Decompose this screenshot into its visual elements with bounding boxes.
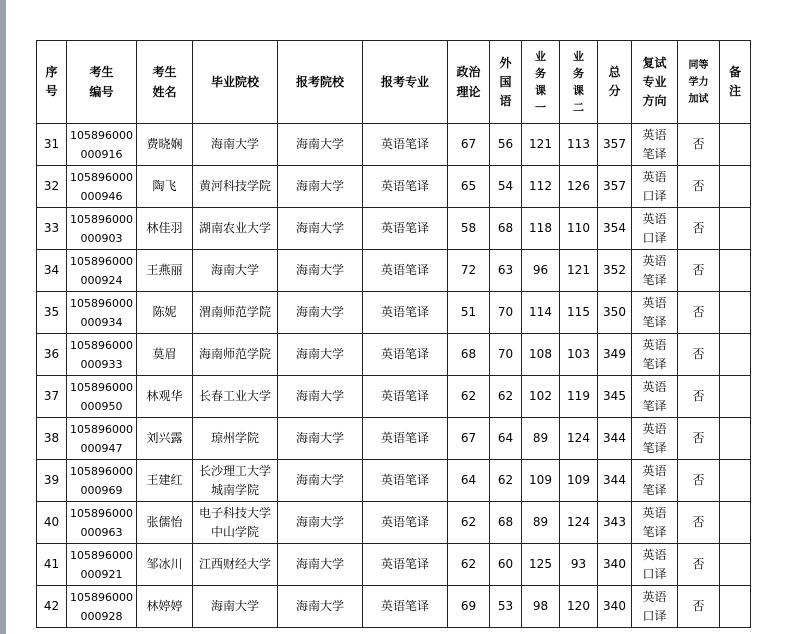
cell-exam-id — [67, 250, 137, 292]
cell-politics: 62 — [448, 502, 490, 544]
cell-retest-direction — [632, 292, 678, 334]
cell-exam-id — [67, 334, 137, 376]
cell-course1: 114 — [522, 292, 560, 334]
cell-apply-school: 海南大学 — [278, 376, 363, 418]
table-row — [37, 124, 751, 166]
cell-apply-school: 海南大学 — [278, 166, 363, 208]
table-row — [37, 460, 751, 502]
cell-grad-school-text: 海南大学 — [210, 137, 259, 151]
cell-course2: 93 — [560, 544, 598, 586]
cell-politics: 64 — [448, 460, 490, 502]
cell-course2: 121 — [560, 250, 598, 292]
cell-retest-direction — [632, 502, 678, 544]
cell-seq: 32 — [37, 166, 67, 208]
cell-course1: 89 — [522, 418, 560, 460]
cell-grad-school-text: 江西财经大学 — [198, 557, 271, 571]
cell-course2: 124 — [560, 418, 598, 460]
cell-exam-id — [67, 502, 137, 544]
cell-retest-direction — [632, 166, 678, 208]
cell-apply-major: 英语笔译 — [363, 586, 448, 628]
header-foreign: 外国语 — [490, 41, 522, 124]
cell-equal-add: 否 — [678, 166, 720, 208]
cell-retest-direction-text: 英语笔译 — [642, 295, 667, 329]
cell-apply-major: 英语笔译 — [363, 418, 448, 460]
cell-grad-school — [193, 586, 278, 628]
cell-apply-major: 英语笔译 — [363, 334, 448, 376]
cell-seq: 36 — [37, 334, 67, 376]
cell-retest-direction-text: 英语口译 — [642, 589, 667, 623]
header-name: 考生姓名 — [137, 41, 193, 124]
cell-politics: 62 — [448, 544, 490, 586]
cell-grad-school-text: 黄河科技学院 — [198, 179, 271, 193]
cell-retest-direction — [632, 376, 678, 418]
cell-exam-id — [67, 166, 137, 208]
cell-grad-school-text: 电子科技大学中山学院 — [198, 505, 271, 539]
table-row — [37, 418, 751, 460]
cell-retest-direction-text: 英语笔译 — [642, 127, 667, 161]
cell-total: 344 — [598, 460, 632, 502]
cell-politics: 68 — [448, 334, 490, 376]
cell-total: 343 — [598, 502, 632, 544]
cell-retest-direction-text: 英语口译 — [642, 547, 667, 581]
cell-retest-direction — [632, 544, 678, 586]
cell-course1: 125 — [522, 544, 560, 586]
cell-remark — [720, 124, 751, 166]
cell-seq: 38 — [37, 418, 67, 460]
cell-grad-school — [193, 418, 278, 460]
cell-equal-add: 否 — [678, 334, 720, 376]
cell-foreign: 62 — [490, 460, 522, 502]
cell-foreign: 56 — [490, 124, 522, 166]
cell-apply-major: 英语笔译 — [363, 376, 448, 418]
cell-grad-school — [193, 292, 278, 334]
cell-retest-direction-text: 英语笔译 — [642, 379, 667, 413]
cell-course1: 118 — [522, 208, 560, 250]
cell-retest-direction — [632, 124, 678, 166]
cell-total: 352 — [598, 250, 632, 292]
cell-equal-add: 否 — [678, 376, 720, 418]
cell-equal-add: 否 — [678, 586, 720, 628]
header-equal-add: 同等学力加试 — [678, 41, 720, 124]
cell-grad-school — [193, 502, 278, 544]
cell-grad-school-text: 长春工业大学 — [198, 389, 271, 403]
cell-retest-direction-text: 英语口译 — [642, 211, 667, 245]
cell-retest-direction-text: 英语笔译 — [642, 463, 667, 497]
cell-foreign: 68 — [490, 208, 522, 250]
cell-grad-school — [193, 166, 278, 208]
cell-course1: 121 — [522, 124, 560, 166]
header-retest-direction: 复试专业方向 — [632, 41, 678, 124]
cell-course2: 124 — [560, 502, 598, 544]
cell-name: 张儒怡 — [137, 502, 193, 544]
cell-apply-major: 英语笔译 — [363, 166, 448, 208]
cell-equal-add: 否 — [678, 124, 720, 166]
table-row — [37, 208, 751, 250]
cell-name: 刘兴露 — [137, 418, 193, 460]
cell-foreign: 54 — [490, 166, 522, 208]
cell-apply-school: 海南大学 — [278, 208, 363, 250]
cell-grad-school-text: 海南师范学院 — [198, 347, 271, 361]
cell-total: 340 — [598, 586, 632, 628]
cell-foreign: 70 — [490, 334, 522, 376]
cell-course1: 109 — [522, 460, 560, 502]
cell-name: 莫眉 — [137, 334, 193, 376]
cell-seq: 31 — [37, 124, 67, 166]
cell-retest-direction — [632, 250, 678, 292]
table-row — [37, 250, 751, 292]
header-course2: 业务课二 — [560, 41, 598, 124]
cell-course2: 110 — [560, 208, 598, 250]
cell-grad-school-text: 渭南师范学院 — [198, 305, 271, 319]
cell-name: 费晓娴 — [137, 124, 193, 166]
cell-apply-school: 海南大学 — [278, 250, 363, 292]
cell-total: 357 — [598, 124, 632, 166]
cell-retest-direction-text: 英语笔译 — [642, 253, 667, 287]
exam-id-line-2: 000916 — [80, 147, 123, 161]
cell-grad-school — [193, 124, 278, 166]
exam-id-line-2: 000950 — [80, 399, 123, 413]
table-row — [37, 166, 751, 208]
exam-id-line-1: 105896000 — [70, 548, 133, 562]
header-row — [37, 41, 751, 124]
cell-exam-id — [67, 544, 137, 586]
exam-id-line-1: 105896000 — [70, 464, 133, 478]
cell-seq: 34 — [37, 250, 67, 292]
cell-total: 357 — [598, 166, 632, 208]
exam-id-line-1: 105896000 — [70, 380, 133, 394]
header-apply-major: 报考专业 — [363, 41, 448, 124]
exam-id-line-2: 000963 — [80, 525, 123, 539]
exam-id-line-1: 105896000 — [70, 422, 133, 436]
header-politics: 政治理论 — [448, 41, 490, 124]
cell-apply-school: 海南大学 — [278, 418, 363, 460]
cell-remark — [720, 502, 751, 544]
cell-equal-add: 否 — [678, 418, 720, 460]
table-row — [37, 334, 751, 376]
cell-seq: 35 — [37, 292, 67, 334]
header-exam-id: 考生编号 — [67, 41, 137, 124]
cell-apply-school: 海南大学 — [278, 292, 363, 334]
table-row — [37, 544, 751, 586]
cell-apply-major: 英语笔译 — [363, 124, 448, 166]
cell-equal-add: 否 — [678, 460, 720, 502]
header-grad-school: 毕业院校 — [193, 41, 278, 124]
cell-retest-direction-text: 英语笔译 — [642, 505, 667, 539]
cell-remark — [720, 208, 751, 250]
table-row — [37, 586, 751, 628]
cell-foreign: 63 — [490, 250, 522, 292]
cell-politics: 58 — [448, 208, 490, 250]
cell-retest-direction — [632, 208, 678, 250]
window-left-edge — [0, 0, 6, 634]
cell-foreign: 60 — [490, 544, 522, 586]
cell-grad-school — [193, 250, 278, 292]
cell-apply-school: 海南大学 — [278, 502, 363, 544]
cell-course1: 98 — [522, 586, 560, 628]
cell-remark — [720, 376, 751, 418]
cell-course1: 112 — [522, 166, 560, 208]
cell-name: 王燕丽 — [137, 250, 193, 292]
cell-total: 354 — [598, 208, 632, 250]
cell-exam-id — [67, 376, 137, 418]
exam-id-line-2: 000903 — [80, 231, 123, 245]
exam-id-line-1: 105896000 — [70, 590, 133, 604]
cell-name: 邹冰川 — [137, 544, 193, 586]
cell-exam-id — [67, 460, 137, 502]
cell-apply-school: 海南大学 — [278, 124, 363, 166]
cell-equal-add: 否 — [678, 502, 720, 544]
cell-politics: 67 — [448, 418, 490, 460]
cell-grad-school — [193, 334, 278, 376]
cell-course2: 109 — [560, 460, 598, 502]
cell-grad-school-text: 琼州学院 — [210, 431, 259, 445]
cell-seq: 41 — [37, 544, 67, 586]
cell-exam-id — [67, 208, 137, 250]
cell-grad-school-text: 海南大学 — [210, 599, 259, 613]
cell-name: 林观华 — [137, 376, 193, 418]
cell-grad-school-text: 长沙理工大学城南学院 — [198, 463, 271, 497]
cell-foreign: 64 — [490, 418, 522, 460]
exam-id-line-1: 105896000 — [70, 338, 133, 352]
cell-grad-school — [193, 544, 278, 586]
exam-id-line-1: 105896000 — [70, 212, 133, 226]
cell-foreign: 70 — [490, 292, 522, 334]
results-body — [37, 124, 751, 628]
exam-id-line-2: 000933 — [80, 357, 123, 371]
cell-seq: 39 — [37, 460, 67, 502]
cell-politics: 62 — [448, 376, 490, 418]
exam-id-line-1: 105896000 — [70, 254, 133, 268]
cell-course1: 102 — [522, 376, 560, 418]
cell-retest-direction-text: 英语笔译 — [642, 337, 667, 371]
cell-seq: 33 — [37, 208, 67, 250]
cell-seq: 42 — [37, 586, 67, 628]
cell-exam-id — [67, 586, 137, 628]
cell-retest-direction — [632, 460, 678, 502]
header-remark: 备注 — [720, 41, 751, 124]
cell-exam-id — [67, 292, 137, 334]
cell-exam-id — [67, 124, 137, 166]
cell-total: 344 — [598, 418, 632, 460]
cell-remark — [720, 292, 751, 334]
cell-course2: 119 — [560, 376, 598, 418]
cell-grad-school-text: 海南大学 — [210, 263, 259, 277]
table-row — [37, 376, 751, 418]
cell-foreign: 62 — [490, 376, 522, 418]
cell-name: 林佳羽 — [137, 208, 193, 250]
cell-name: 陶飞 — [137, 166, 193, 208]
cell-politics: 65 — [448, 166, 490, 208]
cell-retest-direction-text: 英语笔译 — [642, 421, 667, 455]
cell-course2: 120 — [560, 586, 598, 628]
exam-id-line-2: 000947 — [80, 441, 123, 455]
exam-id-line-2: 000934 — [80, 315, 123, 329]
cell-exam-id — [67, 418, 137, 460]
cell-grad-school — [193, 460, 278, 502]
cell-retest-direction-text: 英语口译 — [642, 169, 667, 203]
cell-apply-major: 英语笔译 — [363, 250, 448, 292]
exam-id-line-2: 000946 — [80, 189, 123, 203]
cell-seq: 37 — [37, 376, 67, 418]
results-table — [36, 40, 751, 628]
cell-name: 王建红 — [137, 460, 193, 502]
header-total: 总分 — [598, 41, 632, 124]
cell-apply-major: 英语笔译 — [363, 502, 448, 544]
cell-course2: 126 — [560, 166, 598, 208]
cell-retest-direction — [632, 586, 678, 628]
cell-politics: 72 — [448, 250, 490, 292]
cell-course1: 89 — [522, 502, 560, 544]
cell-equal-add: 否 — [678, 208, 720, 250]
cell-apply-major: 英语笔译 — [363, 544, 448, 586]
header-seq: 序号 — [37, 41, 67, 124]
cell-total: 345 — [598, 376, 632, 418]
cell-apply-major: 英语笔译 — [363, 460, 448, 502]
cell-remark — [720, 166, 751, 208]
cell-remark — [720, 586, 751, 628]
cell-remark — [720, 460, 751, 502]
cell-politics: 51 — [448, 292, 490, 334]
cell-course2: 115 — [560, 292, 598, 334]
cell-name: 陈妮 — [137, 292, 193, 334]
exam-id-line-1: 105896000 — [70, 170, 133, 184]
exam-id-line-2: 000924 — [80, 273, 123, 287]
cell-course2: 113 — [560, 124, 598, 166]
exam-id-line-1: 105896000 — [70, 506, 133, 520]
cell-apply-school: 海南大学 — [278, 460, 363, 502]
cell-grad-school-text: 湖南农业大学 — [198, 221, 271, 235]
table-row — [37, 292, 751, 334]
cell-apply-school: 海南大学 — [278, 586, 363, 628]
cell-course1: 108 — [522, 334, 560, 376]
cell-total: 340 — [598, 544, 632, 586]
table-row — [37, 502, 751, 544]
cell-remark — [720, 250, 751, 292]
header-course1: 业务课一 — [522, 41, 560, 124]
cell-retest-direction — [632, 418, 678, 460]
exam-id-line-2: 000969 — [80, 483, 123, 497]
cell-apply-major: 英语笔译 — [363, 292, 448, 334]
cell-course1: 96 — [522, 250, 560, 292]
cell-seq: 40 — [37, 502, 67, 544]
cell-remark — [720, 334, 751, 376]
cell-equal-add: 否 — [678, 250, 720, 292]
header-apply-school: 报考院校 — [278, 41, 363, 124]
cell-politics: 69 — [448, 586, 490, 628]
cell-remark — [720, 544, 751, 586]
cell-name: 林婷婷 — [137, 586, 193, 628]
cell-total: 350 — [598, 292, 632, 334]
cell-equal-add: 否 — [678, 292, 720, 334]
cell-equal-add: 否 — [678, 544, 720, 586]
cell-apply-major: 英语笔译 — [363, 208, 448, 250]
cell-retest-direction — [632, 334, 678, 376]
cell-grad-school — [193, 376, 278, 418]
cell-course2: 103 — [560, 334, 598, 376]
cell-apply-school: 海南大学 — [278, 544, 363, 586]
cell-foreign: 68 — [490, 502, 522, 544]
cell-foreign: 53 — [490, 586, 522, 628]
cell-politics: 67 — [448, 124, 490, 166]
cell-apply-school: 海南大学 — [278, 334, 363, 376]
exam-id-line-1: 105896000 — [70, 128, 133, 142]
cell-total: 349 — [598, 334, 632, 376]
exam-id-line-2: 000921 — [80, 567, 123, 581]
cell-remark — [720, 418, 751, 460]
exam-id-line-1: 105896000 — [70, 296, 133, 310]
cell-grad-school — [193, 208, 278, 250]
exam-id-line-2: 000928 — [80, 609, 123, 623]
